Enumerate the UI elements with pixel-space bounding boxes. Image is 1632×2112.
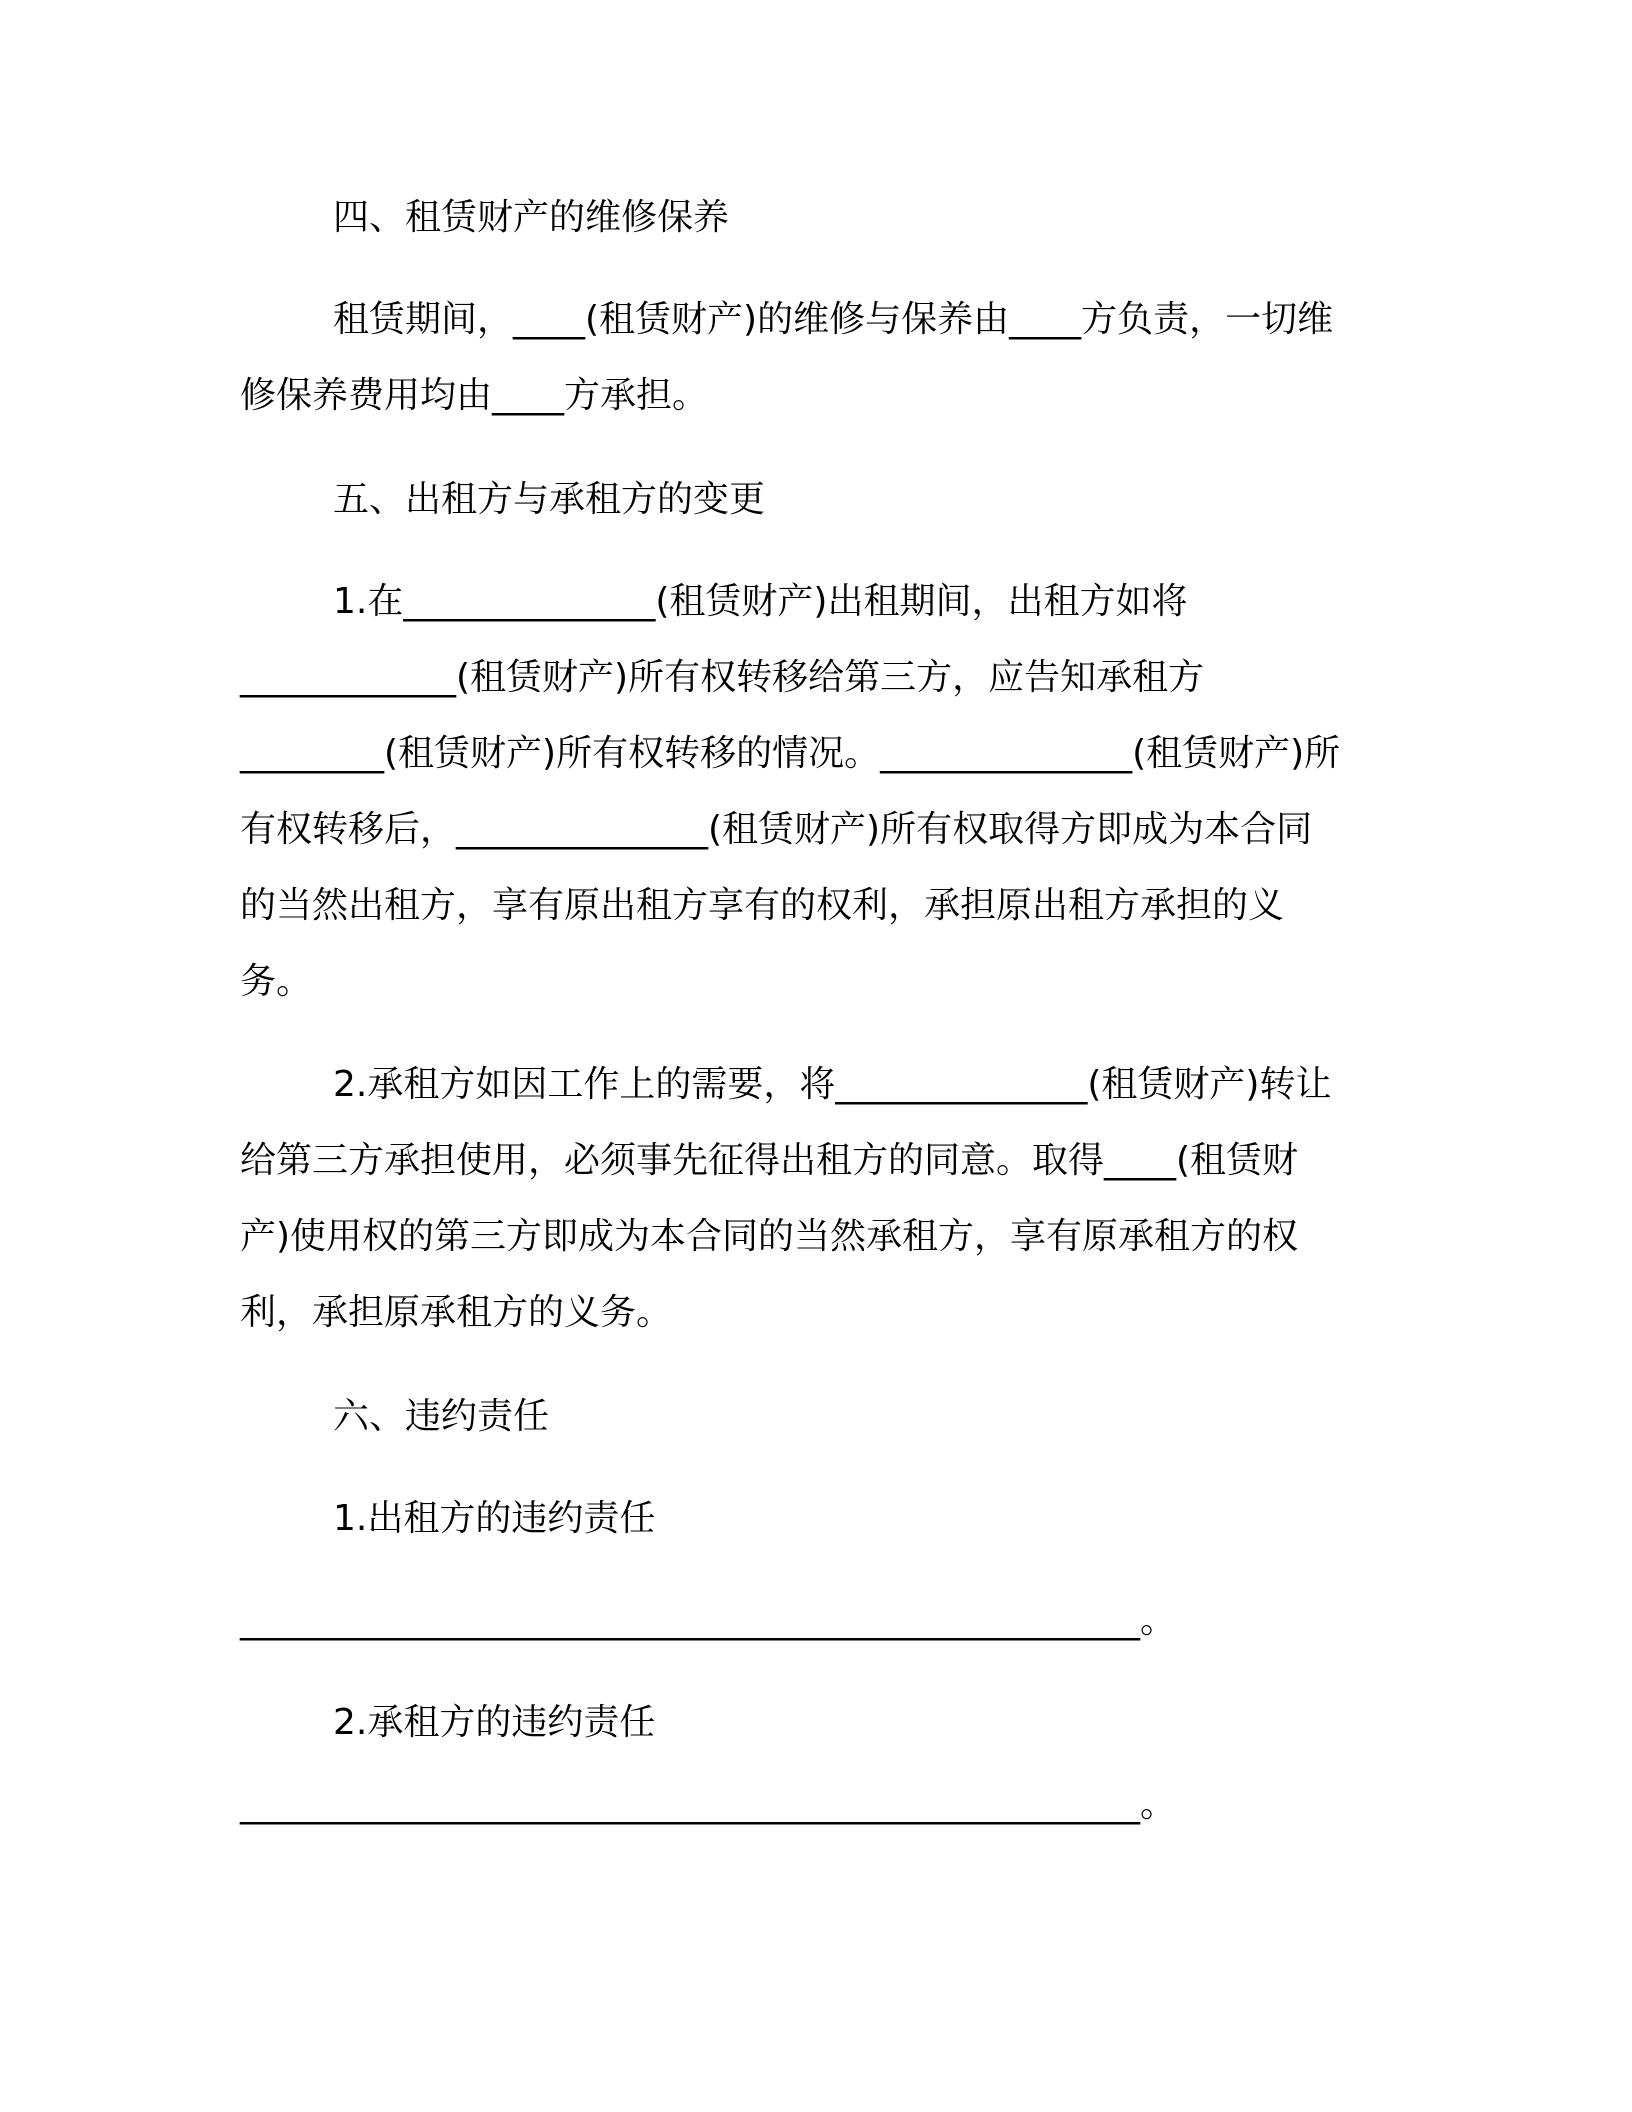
section-5-item-2-line-1: 2.承租方如因工作上的需要，将______________(租赁财产)转让: [333, 1064, 1332, 1105]
section-6-item-2-blank: __________________________________________________。: [240, 1784, 1176, 1825]
section-5-item-2-line-3: 产)使用权的第三方即成为本合同的当然承租方，享有原承租方的权: [240, 1216, 1299, 1257]
section-5-item-1-line-6: 务。: [240, 961, 313, 1002]
section-5-item-1-line-1: 1.在______________(租赁财产)出租期间，出租方如将: [333, 581, 1188, 622]
section-5-item-1-line-3: ________(租赁财产)所有权转移的情况。______________(租赁财产)所: [240, 733, 1341, 774]
section-5-item-2-line-2: 给第三方承担使用，必须事先征得出租方的同意。取得____(租赁财: [240, 1140, 1299, 1181]
section-5-heading: 五、出租方与承租方的变更: [333, 479, 766, 520]
section-4-heading: 四、租赁财产的维修保养: [333, 197, 730, 238]
section-6-item-2-title: 2.承租方的违约责任: [333, 1702, 656, 1743]
section-5-item-1-line-5: 的当然出租方，享有原出租方享有的权利，承担原出租方承担的义: [240, 885, 1285, 926]
section-6-heading: 六、违约责任: [333, 1396, 550, 1437]
section-5-item-1-line-4: 有权转移后，______________(租赁财产)所有权取得方即成为本合同: [240, 809, 1313, 850]
section-5-item-2-line-4: 利，承担原承租方的义务。: [240, 1292, 673, 1333]
section-4-paragraph-line-1: 租赁期间，____(租赁财产)的维修与保养由____方负责，一切维: [333, 299, 1334, 340]
section-6-item-1-title: 1.出租方的违约责任: [333, 1498, 656, 1539]
section-4-paragraph-line-2: 修保养费用均由____方承担。: [240, 375, 709, 416]
section-6-item-1-blank: __________________________________________________。: [240, 1600, 1176, 1641]
section-5-item-1-line-2: ____________(租赁财产)所有权转移给第三方，应告知承租方: [240, 657, 1205, 698]
